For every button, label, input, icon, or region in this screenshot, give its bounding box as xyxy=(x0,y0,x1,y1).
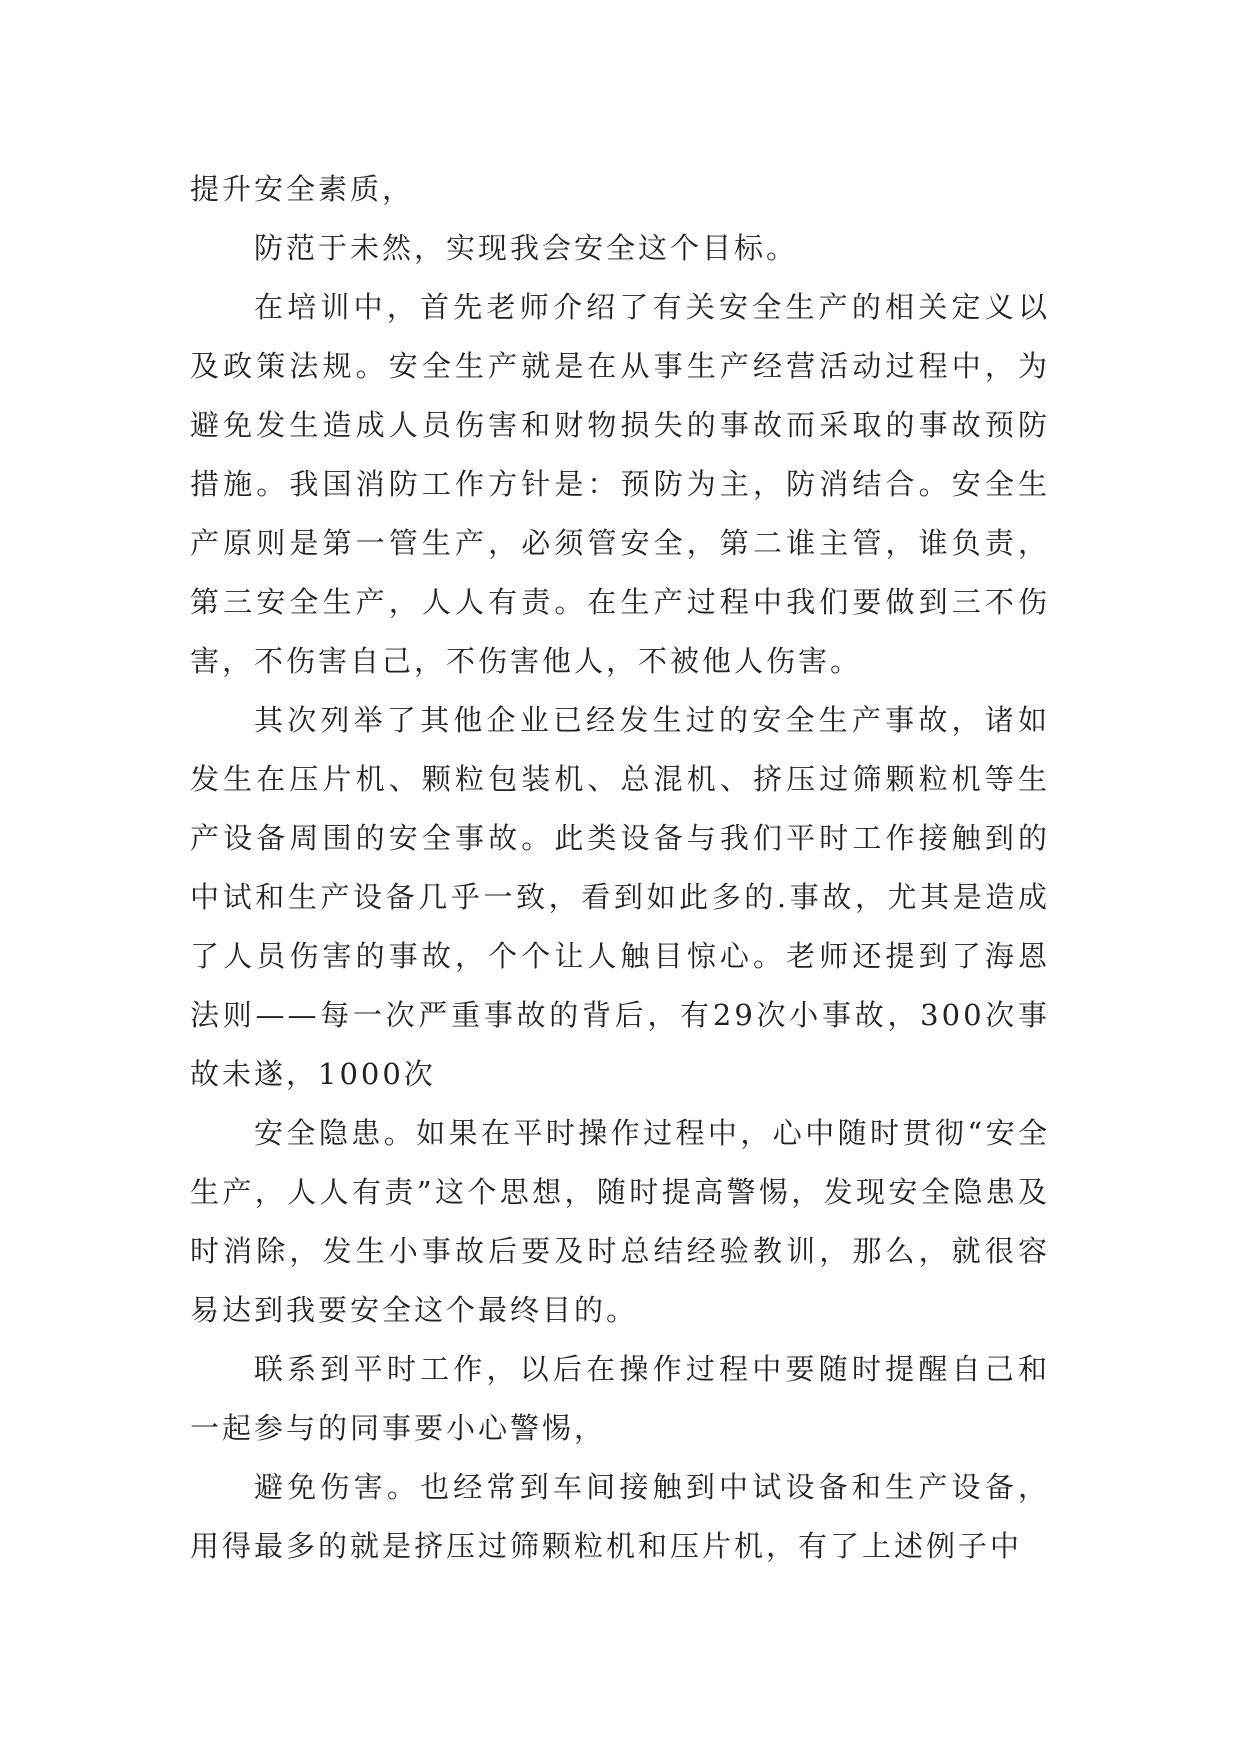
paragraph-5: 安全隐患。如果在平时操作过程中，心中随时贯彻“安全生产，人人有责”这个思想，随时提高警惕，发现安全隐患及时消除，发生小事故后要及时总结经验教训，那么，就很容易达到我要安全这个最终目的。 xyxy=(190,1116,1050,1327)
paragraph-3: 在培训中，首先老师介绍了有关安全生产的相关定义以及政策法规。安全生产就是在从事生产经营活动过程中，为避免发生造成人员伤害和财物损失的事故而采取的事故预防措施。我国消防工作方针是：预防为主，防消结合。安全生产原则是第一管生产，必须管安全，第二谁主管，谁负责，第三安全生产，人人有责。在生产过程中我们要做到三不伤害，不伤害自己，不伤害他人，不被他人伤害。 xyxy=(190,290,1050,678)
paragraph-2: 防范于未然，实现我会安全这个目标。 xyxy=(254,231,799,265)
paragraph-6: 联系到平时工作，以后在操作过程中要随时提醒自己和一起参与的同事要小心警惕， xyxy=(190,1352,1050,1445)
paragraph-4: 其次列举了其他企业已经发生过的安全生产事故，诸如发生在压片机、颗粒包装机、总混机、挤压过筛颗粒机等生产设备周围的安全事故。此类设备与我们平时工作接触到的中试和生产设备几乎一致，看到如此多的.事故，尤其是造成了人员伤害的事故，个个让人触目惊心。老师还提到了海恩法则——每一次严重事故的背后，有29次小事故，300次事故未遂，1000次 xyxy=(190,703,1050,1091)
paragraph-1: 提升安全素质， xyxy=(190,172,415,206)
document-body xyxy=(190,160,1050,1576)
paragraph-7: 避免伤害。也经常到车间接触到中试设备和生产设备，用得最多的就是挤压过筛颗粒机和压片机，有了上述例子中 xyxy=(190,1470,1050,1563)
